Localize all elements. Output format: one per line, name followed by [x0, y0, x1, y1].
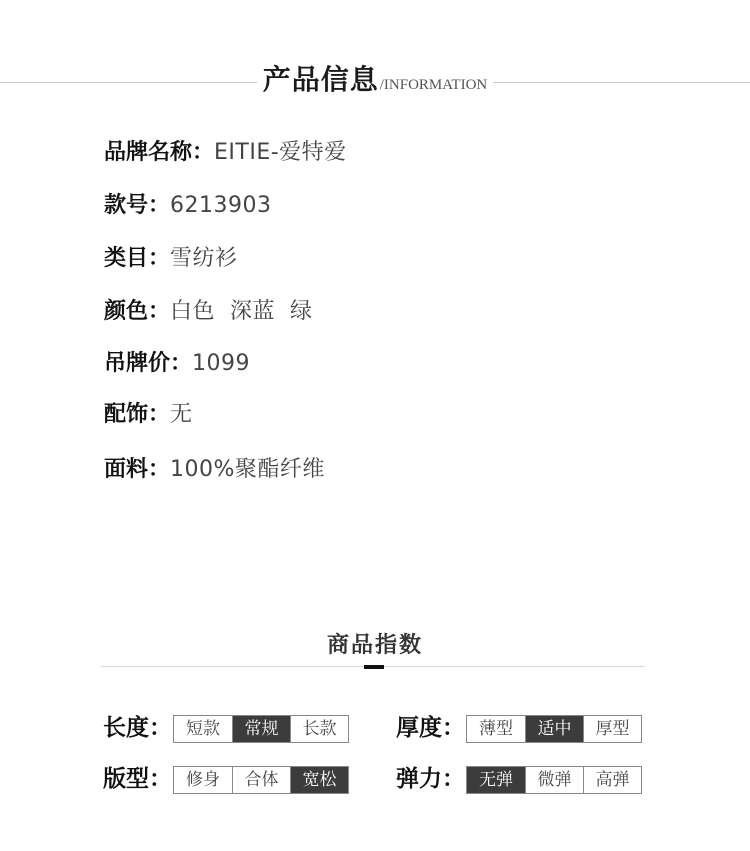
- info-label: 款号：: [104, 193, 171, 218]
- info-row-price: [104, 347, 250, 381]
- option-high-stretch: 高弹: [583, 767, 641, 793]
- section-subtitle: /INFORMATION: [379, 77, 488, 93]
- info-row-category: [104, 242, 238, 276]
- section-title: 产品信息: [262, 63, 379, 96]
- option-thick: 厚型: [583, 716, 641, 742]
- info-label: 配饰：: [104, 402, 171, 427]
- product-info-header: [0, 58, 750, 98]
- info-value: EITIE-爱特爱: [214, 140, 347, 165]
- option-no-stretch-selected: 无弹: [467, 767, 525, 793]
- option-regular-selected: 常规: [232, 716, 290, 742]
- option-group: [466, 715, 642, 743]
- info-label: 面料：: [104, 457, 171, 482]
- info-row-style-number: [104, 189, 272, 223]
- info-value: 无: [170, 402, 193, 427]
- option-thin: 薄型: [479, 719, 513, 739]
- metric-label: 弹力：: [396, 766, 465, 792]
- option-fitted: 合体: [232, 767, 290, 793]
- info-row-brand: [104, 136, 347, 170]
- option-group: [173, 715, 349, 743]
- info-value: 6213903: [170, 193, 272, 218]
- option-medium-selected: 适中: [525, 716, 583, 742]
- info-label: 类目：: [104, 246, 171, 271]
- option-group: [466, 766, 642, 794]
- metric-label: 长度：: [103, 715, 172, 741]
- index-divider-accent: [364, 665, 384, 669]
- info-value: 1099: [192, 351, 251, 376]
- info-label: 品牌名称：: [104, 140, 215, 165]
- option-group: [173, 766, 349, 794]
- info-row-fabric: [104, 453, 325, 487]
- info-value: 白色 深蓝 绿: [170, 299, 313, 324]
- option-slight-stretch: 微弹: [525, 767, 583, 793]
- info-value: 100%聚酯纤维: [170, 457, 325, 482]
- option-long: 长款: [290, 716, 348, 742]
- info-label: 颜色：: [104, 299, 171, 324]
- metric-label: 厚度：: [396, 715, 465, 741]
- info-row-color: [104, 295, 313, 329]
- info-label: 吊牌价：: [104, 351, 193, 376]
- product-index-title: 商品指数: [326, 633, 423, 658]
- metric-label: 版型：: [103, 766, 172, 792]
- info-value: 雪纺衫: [170, 246, 238, 271]
- option-loose-selected: 宽松: [290, 767, 348, 793]
- info-row-accessories: [104, 398, 193, 432]
- option-slim: 修身: [186, 770, 220, 790]
- option-short: 短款: [186, 719, 220, 739]
